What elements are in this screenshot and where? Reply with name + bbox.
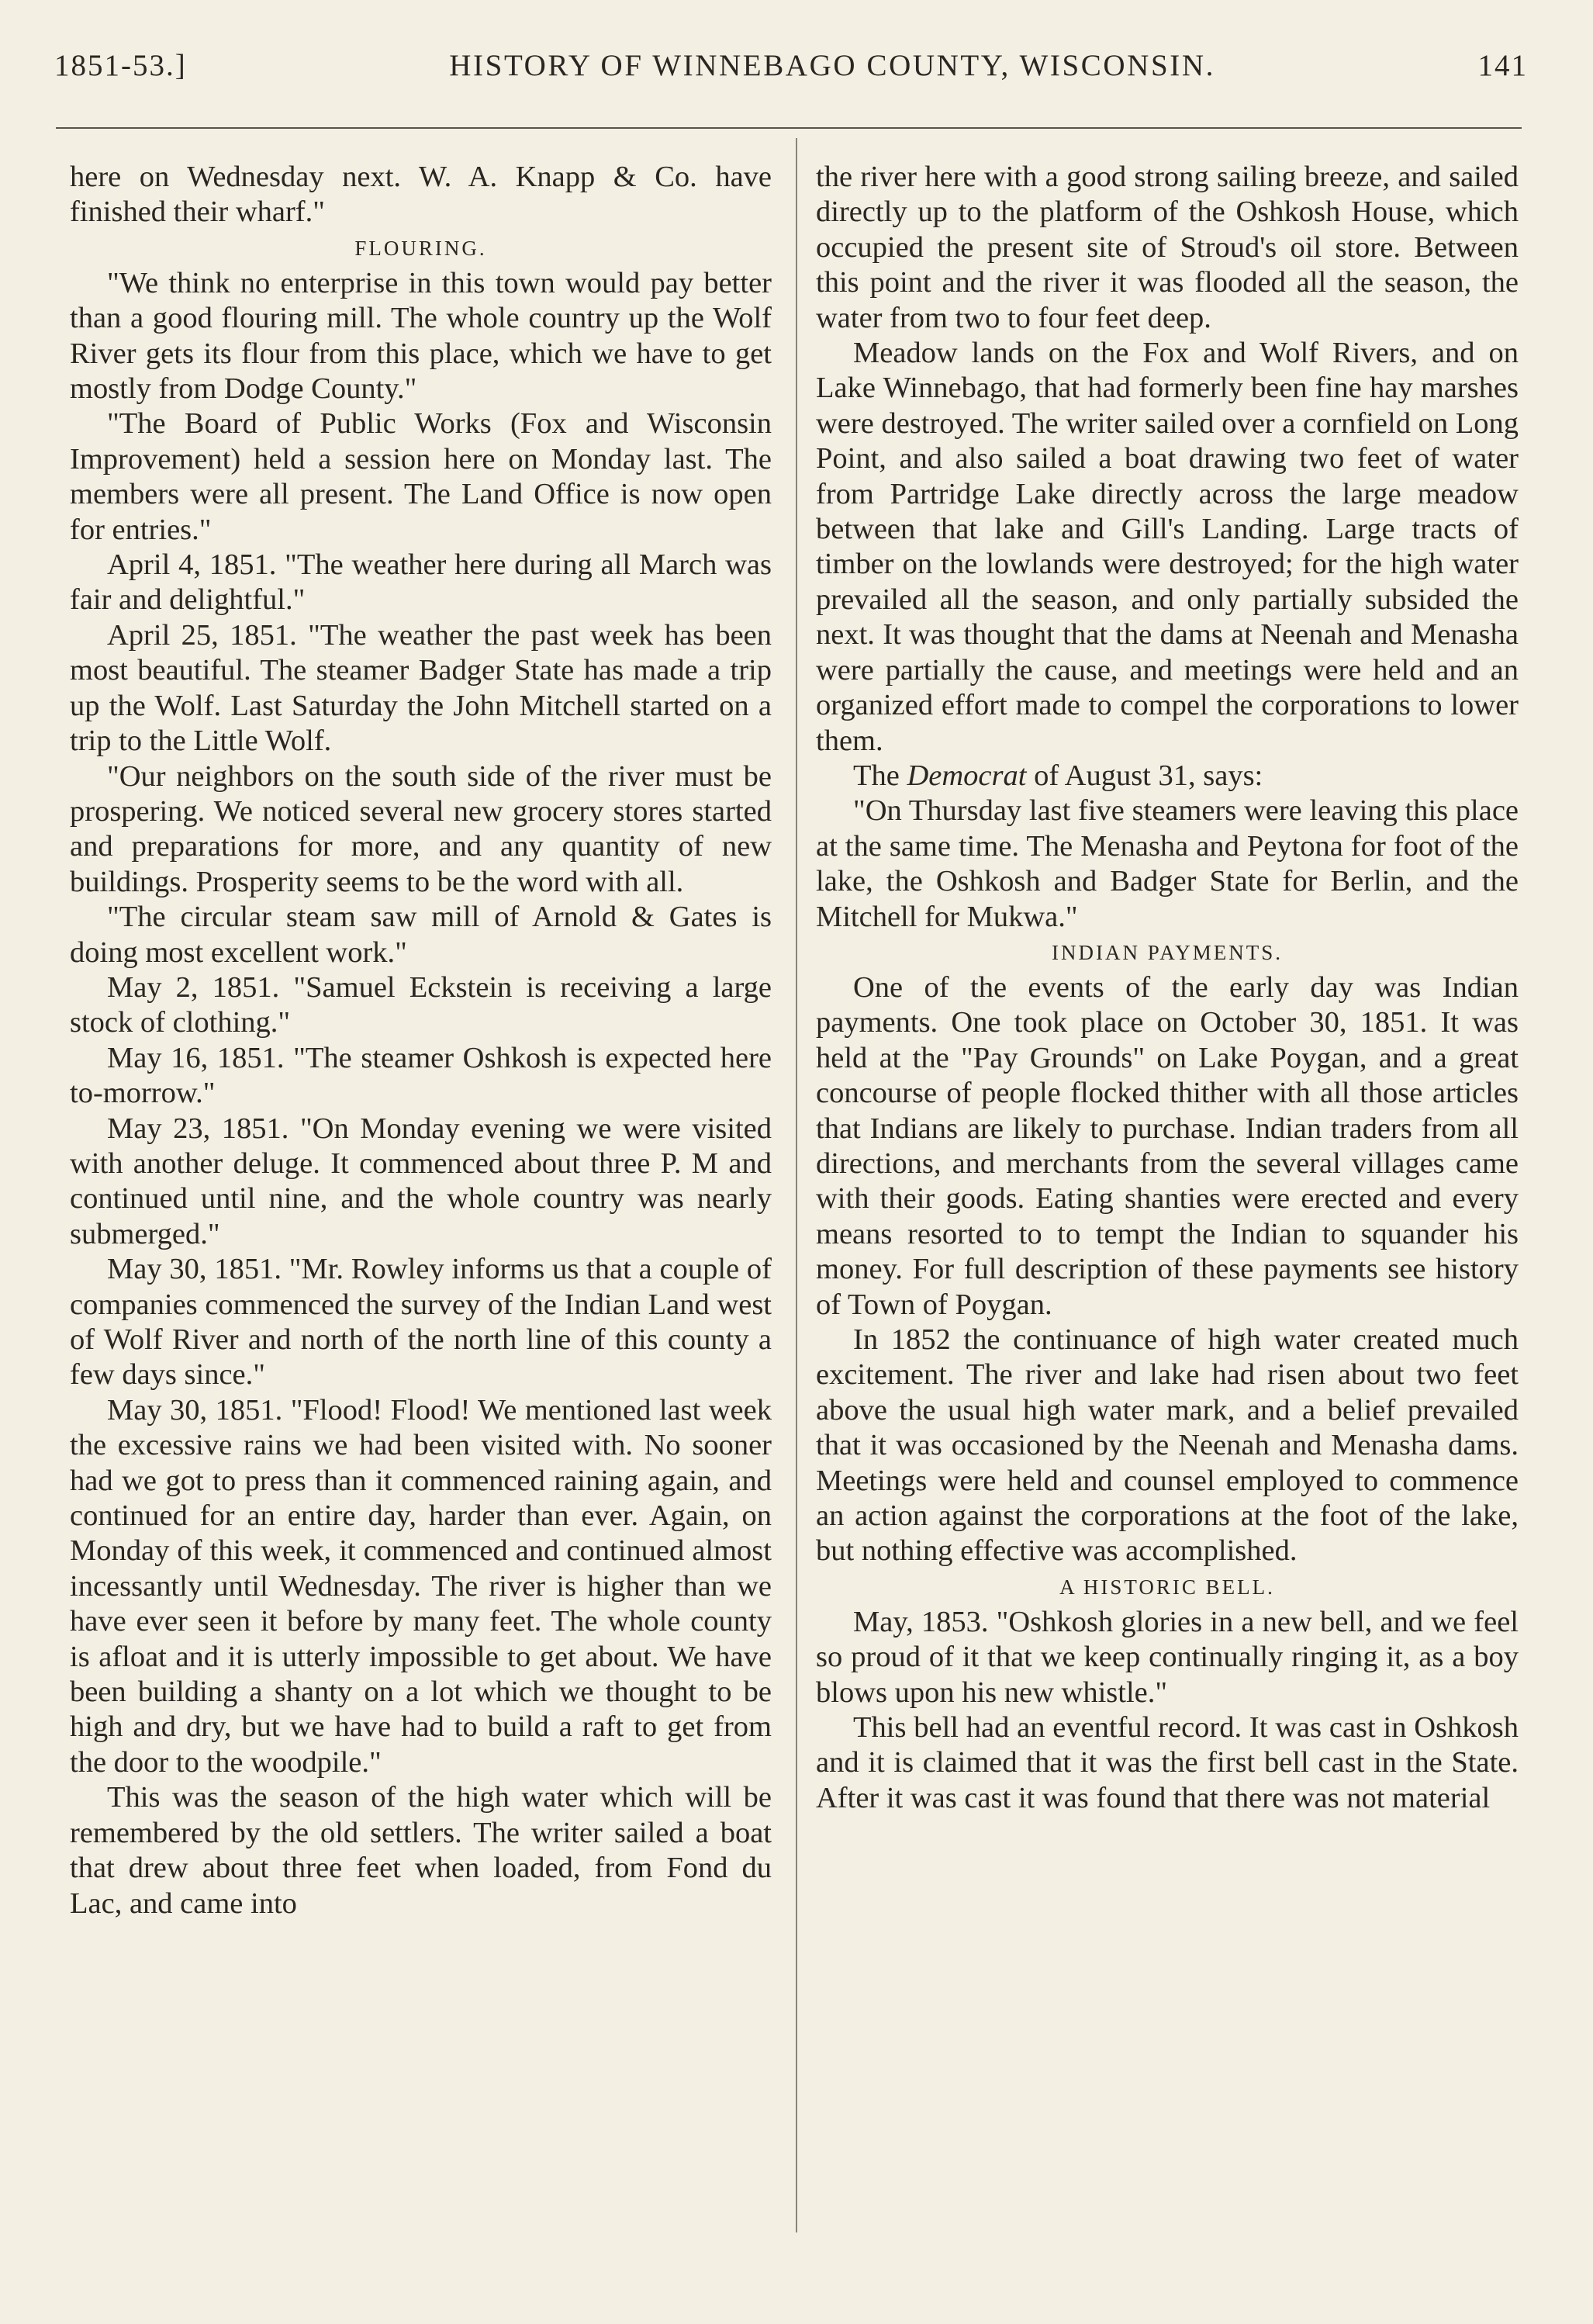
- paragraph: [816, 759, 1519, 794]
- paragraph: "On Thursday last five steamers were leaving this place at the same time. The Menasha and Peytona for foot of the lake, the Oshkosh and Badger State for Berlin, and the Mitchell for Mukwa.": [816, 794, 1519, 933]
- paragraph: One of the events of the early day was Indian payments. One took place on October 30, 1851. It was held at the "Pay Grounds" on Lake Poygan, and a great concourse of people flocked thither with all those articles that Indians are likely to purchase. Indian traders from all directions, and merchants from the several villages came with their goods. Eating shanties were erected and every means resorted to to tempt the Indian to squander his money. For full description of these payments see history of Town of Poygan.: [816, 970, 1519, 1321]
- header-dates: 1851-53.]: [54, 49, 187, 82]
- section-heading-flouring: FLOURING.: [354, 236, 487, 260]
- paragraph: In 1852 the continuance of high water created much excitement. The river and lake had risen about two feet above the usual high water mark, and a belief prevailed that it was occasioned by the Neenah and Menasha dams. Meetings were held and counsel employed to commence an action against the corporations at the foot of the lake, but nothing effective was accomplished.: [816, 1323, 1519, 1568]
- section-heading-historic-bell: A HISTORIC BELL.: [1059, 1575, 1275, 1599]
- newspaper-title: Democrat: [907, 759, 1027, 792]
- paragraph: This bell had an eventful record. It was cast in Oshkosh and it is claimed that it was the first bell cast in the State. After it was cast it was found that there was not material: [816, 1711, 1519, 1814]
- header-rule: [56, 127, 1522, 129]
- text-run: The: [853, 759, 907, 792]
- paragraph: Meadow lands on the Fox and Wolf Rivers, and on Lake Winnebago, that had formerly been fine hay marshes were destroyed. The writer sailed over a cornfield on Long Point, and also sailed a boat drawing two feet of water from Partridge Lake directly across the large meadow between that lake and Gill's Landing. Large tracts of timber on the lowlands were destroyed; for the high water prevailed all the season, and only partially subsided the next. It was thought that the dams at Neenah and Menasha were partially the cause, and meetings were held and an organized effort made to compel the corporations to lower them.: [816, 337, 1519, 757]
- paragraph: May 30, 1851. "Flood! Flood! We mentioned last week the excessive rains we had been visited with. No sooner had we got to press than it commenced raining again, and continued for an entire day, harder than ever. Again, on Monday of this week, it commenced and continued almost incessantly until Wednesday. The river is higher than we have ever seen it before by many feet. The whole county is afloat and it is utterly impossible to get about. We have been building a shanty on a lot which we thought to be high and dry, but we have had to build a raft to get from the door to the woodpile.": [70, 1393, 772, 1779]
- paragraph: here on Wednesday next. W. A. Knapp & Co. have finished their wharf.": [70, 161, 772, 229]
- paragraph: "Our neighbors on the south side of the river must be prospering. We noticed several new grocery stores started and preparations for more, and any quantity of new buildings. Prosperity seems to be the word with all.: [70, 759, 772, 898]
- paragraph: This was the season of the high water which will be remembered by the old settlers. The writer sailed a boat that drew about three feet when loaded, from Fond du Lac, and came into: [70, 1781, 772, 1920]
- column-divider: [796, 138, 797, 2232]
- paragraph: "The circular steam saw mill of Arnold & Gates is doing most excellent work.": [70, 901, 772, 969]
- text-run: of August 31, says:: [1026, 759, 1263, 792]
- paragraph: May 16, 1851. "The steamer Oshkosh is expected here to-morrow.": [70, 1041, 772, 1110]
- paragraph: the river here with a good strong sailing breeze, and sailed directly up to the platform of the Oshkosh House, which occupied the present site of Stroud's oil store. Between this point and the river it was flooded all the season, the water from two to four feet deep.: [816, 161, 1519, 334]
- running-header: [54, 48, 1528, 102]
- paragraph: May 2, 1851. "Samuel Eckstein is receiving a large stock of clothing.": [70, 970, 772, 1039]
- page-number: 141: [1477, 49, 1528, 82]
- paragraph: April 25, 1851. "The weather the past week has been most beautiful. The steamer Badger State has made a trip up the Wolf. Last Saturday the John Mitchell started on a trip to the Little Wolf.: [70, 618, 772, 758]
- paragraph: April 4, 1851. "The weather here during all March was fair and delightful.": [70, 548, 772, 617]
- header-title: HISTORY OF WINNEBAGO COUNTY, WISCONSIN.: [449, 49, 1215, 82]
- paragraph: May 30, 1851. "Mr. Rowley informs us that a couple of companies commenced the survey of the Indian Land west of Wolf River and north of the north line of this county a few days since.": [70, 1253, 772, 1392]
- paragraph: May, 1853. "Oshkosh glories in a new bell, and we feel so proud of it that we keep continually ringing it, as a boy blows upon his new whistle.": [816, 1605, 1519, 1709]
- paragraph: "We think no enterprise in this town would pay better than a good flouring mill. The whole country up the Wolf River gets its flour from this place, which we have to get mostly from Dodge County.": [70, 266, 772, 406]
- paragraph: May 23, 1851. "On Monday evening we were visited with another deluge. It commenced about three P. M and continued until nine, and the whole country was nearly submerged.": [70, 1112, 772, 1250]
- paragraph: "The Board of Public Works (Fox and Wisconsin Improvement) held a session here on Monday last. The members were all present. The Land Office is now open for entries.": [70, 407, 772, 546]
- section-heading-indian-payments: INDIAN PAYMENTS.: [1051, 940, 1284, 964]
- left-column: [70, 160, 772, 1921]
- right-column: [816, 160, 1519, 1816]
